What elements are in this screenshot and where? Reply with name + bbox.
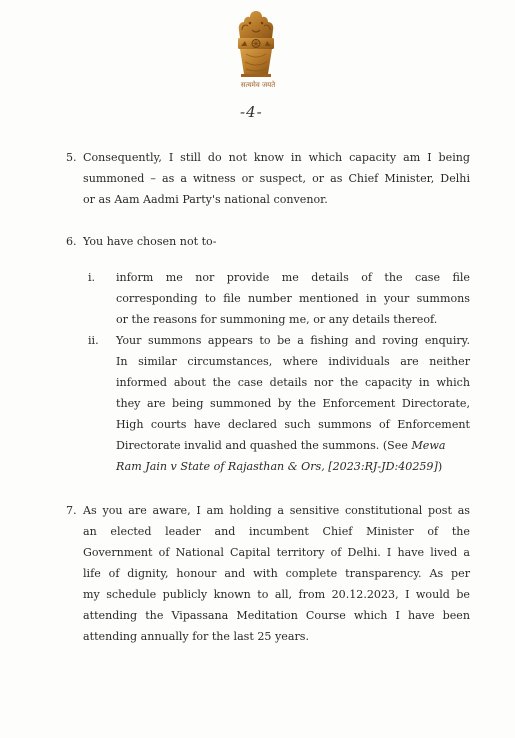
- text-line: or the reasons for summoning me, or any details thereof.: [116, 313, 438, 326]
- text-line: life of dignity, honour and with complete transparency. As per: [83, 567, 470, 580]
- text-line: an elected leader and incumbent Chief Minister of the: [83, 525, 470, 538]
- text-line: informed about the case details nor the capacity in which: [116, 376, 470, 389]
- text-line: As you are aware, I am holding a sensitive constitutional post as: [83, 504, 470, 517]
- emblem-motto: सत्यमेव जयते: [240, 81, 276, 89]
- text-line: Your summons appears to be a fishing and roving enquiry.: [116, 334, 470, 347]
- text-line: summoned – as a witness or suspect, or as Chief Minister, Delhi: [83, 172, 470, 185]
- closing-paren: ): [437, 460, 443, 473]
- text-line: Government of National Capital territory of Delhi. I have lived a: [83, 546, 470, 559]
- text-line: In similar circumstances, where individuals are neither: [116, 355, 470, 368]
- paragraph-number: 5.: [66, 151, 77, 164]
- text-segment: Directorate invalid and quashed the summons. (See: [116, 439, 408, 452]
- page-number: -4-: [240, 103, 263, 121]
- case-citation: Ram Jain v State of Rajasthan & Ors, [2023:RJ-JD:40259]: [116, 460, 438, 473]
- paragraph-number: 7.: [66, 504, 77, 517]
- list-marker: ii.: [88, 334, 99, 347]
- paragraph-intro: You have chosen not to-: [83, 235, 217, 248]
- paragraph-number: 6.: [66, 235, 77, 248]
- list-marker: i.: [88, 271, 96, 284]
- text-line: [116, 456, 470, 477]
- text-line: my schedule publicly known to all, from 20.12.2023, I would be: [83, 588, 470, 601]
- text-line: Consequently, I still do not know in which capacity am I being: [83, 151, 470, 164]
- text-line: inform me nor provide me details of the case file: [116, 271, 470, 284]
- text-line: they are being summoned by the Enforcement Directorate,: [116, 397, 470, 410]
- case-citation: Mewa: [411, 439, 446, 452]
- text-line: corresponding to file number mentioned in your summons: [116, 292, 470, 305]
- text-line: attending annually for the last 25 years.: [83, 630, 309, 643]
- national-emblem-icon: [232, 8, 280, 82]
- text-line: [116, 435, 470, 456]
- text-line: or as Aam Aadmi Party's national convenor.: [83, 193, 328, 206]
- text-line: attending the Vipassana Meditation Course which I have been: [83, 609, 470, 622]
- text-line: High courts have declared such summons of Enforcement: [116, 418, 470, 431]
